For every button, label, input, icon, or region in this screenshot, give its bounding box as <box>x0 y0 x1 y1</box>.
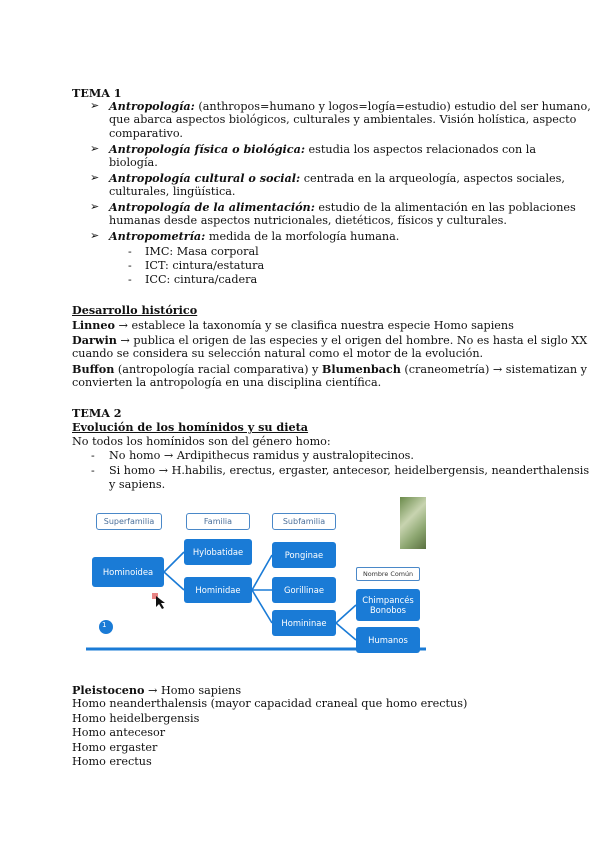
tema2-bullet-2-line-2: y sapiens. <box>109 478 166 491</box>
tema1-item-1 <box>109 99 591 114</box>
tema1-item-2 <box>109 142 536 157</box>
box-homininae: Homininae <box>272 610 336 636</box>
pleistoceno-text: → Homo sapiens <box>144 684 242 697</box>
homo-list-1: Homo neanderthalensis (mayor capacidad craneal que homo erectus) <box>72 697 468 710</box>
darwin-line <box>72 333 587 348</box>
linneo-text: → establece la taxonomía y se clasifica nuestra especie Homo sapiens <box>114 319 514 332</box>
tema2-intro: No todos los homínidos son del género homo: <box>72 435 331 448</box>
homo-list-3: Homo antecesor <box>72 726 166 739</box>
tema2-bullet-2: Si homo → H.habilis, erectus, ergaster, antecesor, heidelbergensis, neanderthalensis <box>109 464 590 477</box>
tema2-bullet-1: No homo → Ardipithecus ramidus y australopitecinos. <box>109 449 414 462</box>
darwin-line-2: cuando se considera su selección natural como el motor de la evolución. <box>72 347 484 360</box>
box-hylobatidae: Hylobatidae <box>184 539 252 565</box>
box-hominidae: Hominidae <box>184 577 252 603</box>
sub-item-icc: ICC: cintura/cadera <box>145 273 258 286</box>
box-humanos: Humanos <box>356 627 420 653</box>
tema1-item-1-line-2: que abarca aspectos biológicos, culturales y ambientales. Visión holística, aspecto <box>109 113 577 126</box>
arrow-bullet-icon: ➢ <box>90 200 100 213</box>
buffon-text: (antropología racial comparativa) y <box>114 363 322 376</box>
dash-bullet: - <box>128 245 132 258</box>
arrow-bullet-icon: ➢ <box>90 229 100 242</box>
tema1-item-1-line-3: comparativo. <box>109 127 183 140</box>
blumenbach-text: (craneometría) → sistematizan y <box>400 363 587 376</box>
tema1-item-3-line-2: culturales, lingüística. <box>109 185 236 198</box>
dash-bullet: - <box>91 464 95 477</box>
arrow-bullet-icon: ➢ <box>90 171 100 184</box>
header-superfamilia: Superfamilia <box>96 513 162 530</box>
tema2-title: TEMA 2 <box>72 406 122 420</box>
darwin-text: → publica el origen de las especies y el origen del hombre. No es hasta el siglo XX <box>116 334 588 347</box>
homo-list-4: Homo ergaster <box>72 741 158 754</box>
tema1-item-2-line-2: biología. <box>109 156 158 169</box>
definition: centrada en la arqueología, aspectos sociales, <box>300 172 565 185</box>
tema1-title: TEMA 1 <box>72 86 122 100</box>
term: Antropología física o biológica: <box>109 142 305 156</box>
box-ponginae: Ponginae <box>272 542 336 568</box>
taxonomy-diagram <box>86 497 426 657</box>
arrow-bullet-icon: ➢ <box>90 99 100 112</box>
linneo-line <box>72 318 514 333</box>
header-subfamilia: Subfamilia <box>272 513 336 530</box>
slide-number: 1 <box>102 621 107 629</box>
definition: estudia los aspectos relacionados con la <box>304 143 537 156</box>
definition: estudio de la alimentación en las poblaciones <box>314 201 576 214</box>
arrow-bullet-icon: ➢ <box>90 142 100 155</box>
blumenbach-name: Blumenbach <box>321 362 401 376</box>
dash-bullet: - <box>128 273 132 286</box>
darwin-name: Darwin <box>72 333 117 347</box>
term: Antropometría: <box>109 229 206 243</box>
header-nombre-comun: Nombre Común <box>356 567 420 581</box>
linneo-name: Linneo <box>72 318 115 332</box>
sub-item-imc: IMC: Masa corporal <box>145 245 259 258</box>
definition: medida de la morfología humana. <box>205 230 400 243</box>
dash-bullet: - <box>128 259 132 272</box>
photo-fragment <box>400 497 426 549</box>
box-hominoidea: Hominoidea <box>92 557 164 587</box>
header-familia: Familia <box>186 513 250 530</box>
tema2-subtitle: Evolución de los homínidos y su dieta <box>72 420 309 434</box>
term: Antropología cultural o social: <box>109 171 301 185</box>
term: Antropología de la alimentación: <box>109 200 315 214</box>
homo-list-2: Homo heidelbergensis <box>72 712 200 725</box>
tema1-item-4-line-2: humanas desde aspectos nutricionales, dietéticos, físicos y culturales. <box>109 214 507 227</box>
tema1-item-5 <box>109 229 399 244</box>
box-gorillinae: Gorillinae <box>272 577 336 603</box>
buffon-line-2: convierten la antropología en una disciplina científica. <box>72 376 382 389</box>
tema1-item-4 <box>109 200 576 215</box>
tema1-item-3 <box>109 171 565 186</box>
definition: (anthropos=humano y logos=logía=estudio) estudio del ser humano, <box>194 100 591 113</box>
buffon-name: Buffon <box>72 362 115 376</box>
term: Antropología: <box>109 99 195 113</box>
pleistoceno-line <box>72 683 241 698</box>
dash-bullet: - <box>91 449 95 462</box>
homo-list-5: Homo erectus <box>72 755 152 768</box>
sub-item-ict: ICT: cintura/estatura <box>145 259 265 272</box>
historico-title: Desarrollo histórico <box>72 303 198 317</box>
pleistoceno-name: Pleistoceno <box>72 683 145 697</box>
buffon-line <box>72 362 587 377</box>
box-chimpances-bonobos: Chimpancés Bonobos <box>356 589 420 621</box>
